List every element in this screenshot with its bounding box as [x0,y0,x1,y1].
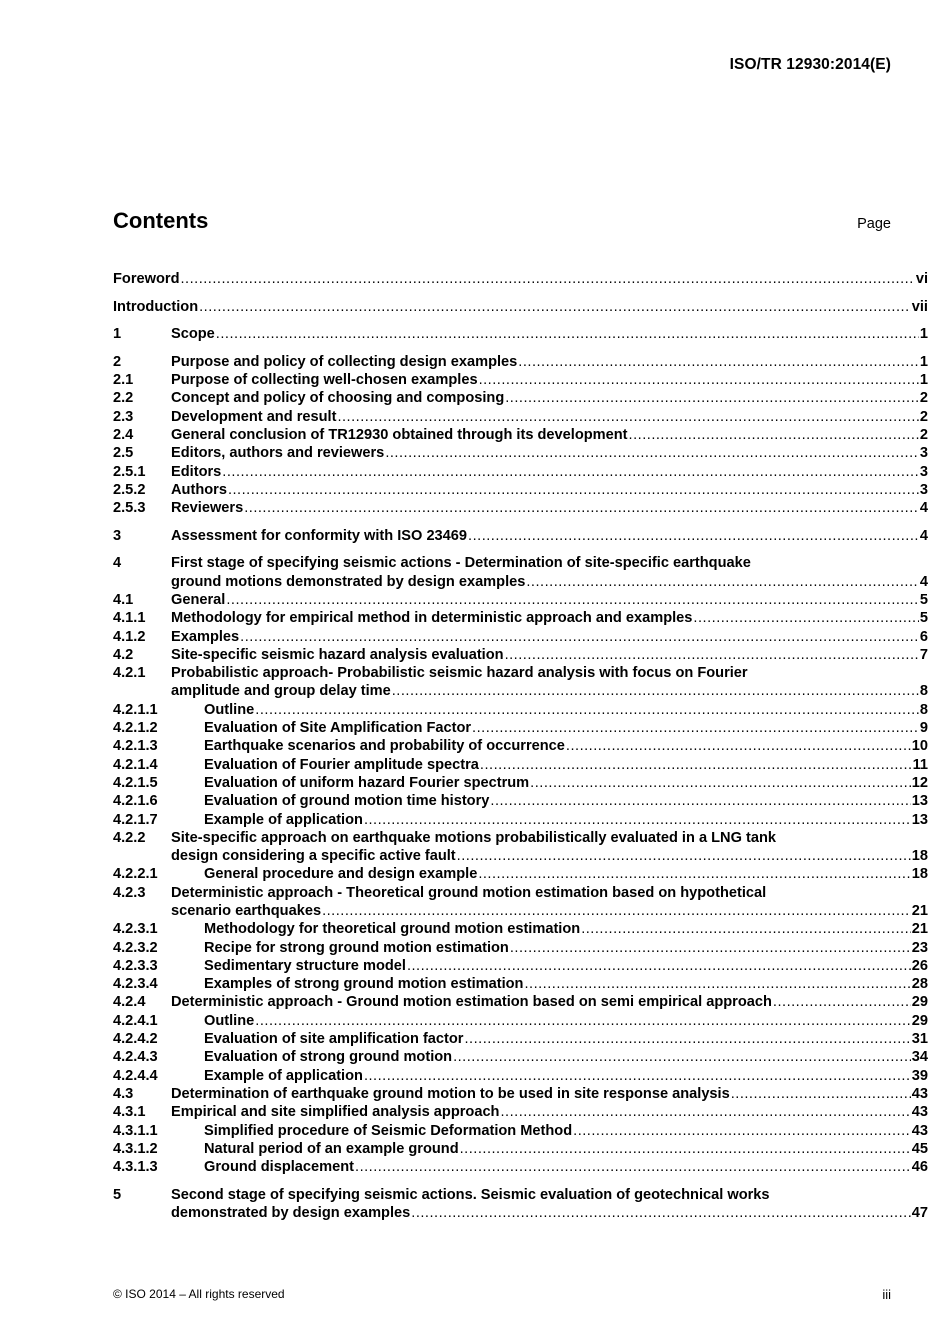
page-number: iii [882,1287,891,1302]
toc-entry-number: 4.2.4 [113,994,146,1011]
toc-entry-number: 2.3 [113,408,134,425]
toc-leader-dots [518,353,919,371]
toc-leader-dots [526,573,919,591]
toc-leader-dots [478,865,910,883]
toc-entry-title: Assessment for conformity with ISO 23469 [171,527,468,544]
toc-entry-page: 8 [919,683,928,700]
toc-entry-page: 28 [911,976,928,993]
toc-entry-number: 4.2.1.3 [113,738,158,755]
toc-entry[interactable] [113,1085,928,1103]
toc-entry-page: vii [911,298,928,315]
toc-leader-dots [573,1122,911,1140]
toc-leader-dots [453,1048,911,1066]
toc-leader-dots [255,701,919,719]
toc-leader-dots [500,1103,910,1121]
toc-entry-number: 4.3 [113,1085,134,1102]
toc-entry-page: 13 [911,793,928,810]
toc-entry-page: 13 [911,811,928,828]
toc-entry-title: Editors [171,463,222,480]
contents-heading: Contents [113,208,209,233]
toc-entry-page: 21 [911,902,928,919]
toc-entry-number: 5 [113,1186,122,1203]
toc-entry-page: 8 [919,701,928,718]
toc-entry-title: First stage of specifying seismic actions - Determination of site-specific earthquake [171,555,751,572]
toc-entry-page: 12 [911,774,928,791]
toc-leader-dots [244,499,919,517]
toc-leader-dots [731,1085,911,1103]
toc-entry-page: 43 [911,1085,928,1102]
toc-entry[interactable] [113,1158,928,1176]
toc-entry-title: Outline [204,701,255,718]
toc-entry[interactable] [113,884,928,921]
toc-entry[interactable] [113,1012,928,1030]
toc-entry[interactable] [113,270,928,288]
toc-entry[interactable] [113,865,928,883]
toc-entry-number: 2 [113,353,122,370]
toc-entry-number: 4.2.1.2 [113,720,158,737]
toc-entry-number: 3 [113,527,122,544]
toc-leader-dots [392,682,919,700]
toc-entry-title: Examples [171,628,240,645]
toc-entry-page: 34 [911,1049,928,1066]
copyright-notice: © ISO 2014 – All rights reserved [113,1287,285,1301]
page-column-label: Page [857,216,891,232]
toc-leader-dots [180,270,914,288]
toc-leader-dots [240,628,919,646]
toc-entry-page: 23 [911,939,928,956]
toc-entry-title: Second stage of specifying seismic actions. Seismic evaluation of geotechnical works [171,1186,770,1203]
toc-entry-page: 9 [919,720,928,737]
toc-entry-page: 2 [919,390,928,407]
toc-entry[interactable] [113,481,928,499]
toc-entry-page: 18 [911,866,928,883]
toc-entry-page: 1 [919,353,928,370]
toc-entry-number: 2.2 [113,390,134,407]
toc-entry-number: 4.2.1 [113,665,146,682]
toc-entry[interactable] [113,298,928,316]
toc-entry-title: Recipe for strong ground motion estimation [204,939,509,956]
toc-entry-page: 31 [911,1031,928,1048]
toc-entry-title: Evaluation of site amplification factor [204,1031,464,1048]
toc-entry-title: Outline [204,1012,255,1029]
toc-entry-number: 2.5.1 [113,463,146,480]
toc-entry-number: 4.1.2 [113,628,146,645]
toc-entry[interactable] [113,1103,928,1121]
toc-entry[interactable] [113,1122,928,1140]
toc-entry-title: Evaluation of strong ground motion [204,1049,453,1066]
toc-entry[interactable] [113,646,928,664]
toc-entry-title: Scope [171,326,215,343]
toc-entry-number: 2.4 [113,426,134,443]
toc-entry-page: 4 [919,527,928,544]
toc-entry-number: 2.5.3 [113,500,146,517]
toc-leader-dots [465,1030,911,1048]
toc-leader-dots [407,957,911,975]
toc-entry-number: 4.3.1.2 [113,1140,158,1157]
toc-leader-dots [411,1204,911,1222]
toc-entry[interactable] [113,1140,928,1158]
toc-entry-number: 4.2.2.1 [113,866,158,883]
toc-entry-number: 4.2.3.3 [113,957,158,974]
toc-entry-number: 4.2.4.3 [113,1049,158,1066]
toc-entry-page: 45 [911,1140,928,1157]
toc-entry-page: 3 [919,481,928,498]
toc-leader-dots [505,389,919,407]
table-of-contents [113,270,928,1222]
toc-entry-title: General conclusion of TR12930 obtained through its development [171,426,628,443]
toc-leader-dots [228,481,919,499]
toc-entry-page: 4 [919,500,928,517]
toc-entry-page: 2 [919,408,928,425]
toc-leader-dots [337,408,918,426]
toc-entry[interactable] [113,701,928,719]
toc-entry[interactable] [113,628,928,646]
toc-entry-title: General [171,591,226,608]
toc-entry-number: 4.2.3.4 [113,976,158,993]
toc-leader-dots [364,811,911,829]
toc-leader-dots [460,1140,911,1158]
toc-entry[interactable] [113,591,928,609]
toc-entry-page: 3 [919,445,928,462]
toc-entry-page: 39 [911,1067,928,1084]
toc-leader-dots [524,975,910,993]
toc-entry-title-continued: demonstrated by design examples [171,1205,411,1222]
toc-entry-page: 43 [911,1122,928,1139]
toc-leader-dots [566,737,911,755]
toc-entry[interactable] [113,719,928,737]
toc-entry-number: 4.3.1.1 [113,1122,158,1139]
toc-entry[interactable] [113,527,928,545]
toc-entry[interactable] [113,993,928,1011]
toc-entry-title: Simplified procedure of Seismic Deformation Method [204,1122,573,1139]
toc-entry-page: 11 [912,756,928,773]
toc-entry-page: 7 [919,646,928,663]
toc-entry[interactable] [113,1030,928,1048]
toc-entry-title: Examples of strong ground motion estimation [204,976,524,993]
toc-entry-number: 4.1.1 [113,610,146,627]
toc-entry[interactable] [113,554,928,591]
toc-entry-number: 4.2 [113,646,134,663]
toc-entry-page: 10 [911,738,928,755]
toc-entry[interactable] [113,408,928,426]
toc-entry-number: 4.2.1.5 [113,774,158,791]
toc-entry-number: 4.2.4.1 [113,1012,158,1029]
toc-entry-page: 46 [911,1159,928,1176]
toc-leader-dots [364,1067,911,1085]
toc-entry[interactable] [113,792,928,810]
toc-entry[interactable] [113,325,928,343]
toc-entry-page: 47 [911,1205,928,1222]
toc-entry-title: Example of application [204,1067,363,1084]
toc-entry-title: Methodology for empirical method in deterministic approach and examples [171,610,693,627]
toc-entry-number: 4.2.1.6 [113,793,158,810]
toc-entry-page: 3 [919,463,928,480]
toc-entry-title-continued: amplitude and group delay time [171,683,391,700]
toc-entry-number: 4.2.1.4 [113,756,158,773]
toc-leader-dots [385,444,919,462]
toc-entry[interactable] [113,920,928,938]
toc-leader-dots [505,646,919,664]
toc-entry-number: 2.5.2 [113,481,146,498]
toc-entry-title: Ground displacement [204,1159,355,1176]
toc-entry-title: Probabilistic approach- Probabilistic seismic hazard analysis with focus on Fourier [171,665,748,682]
toc-entry-title: Determination of earthquake ground motion to be used in site response analysis [171,1085,730,1102]
toc-entry-title: Methodology for theoretical ground motion estimation [204,921,581,938]
toc-entry-title: Evaluation of uniform hazard Fourier spectrum [204,774,530,791]
toc-entry-number: 4.2.4.2 [113,1031,158,1048]
toc-entry[interactable] [113,664,928,701]
toc-entry-title: Evaluation of Site Amplification Factor [204,720,472,737]
toc-entry-title: Foreword [113,271,180,287]
toc-entry-page: 18 [911,848,928,865]
toc-entry-page: 1 [919,372,928,389]
toc-entry-title: Authors [171,481,227,498]
toc-entry-page: 26 [911,957,928,974]
toc-entry[interactable] [113,463,928,481]
toc-entry-page: 4 [919,573,928,590]
toc-leader-dots [629,426,919,444]
toc-entry-number: 1 [113,326,122,343]
toc-leader-dots [693,609,918,627]
toc-entry[interactable] [113,609,928,627]
toc-entry-page: 21 [911,921,928,938]
toc-entry-number: 4.2.3.1 [113,921,158,938]
toc-entry[interactable] [113,957,928,975]
toc-entry-title: Purpose of collecting well-chosen examples [171,372,478,389]
toc-entry-number: 4.2.3 [113,884,146,901]
toc-entry[interactable] [113,811,928,829]
toc-entry-title: Purpose and policy of collecting design examples [171,353,518,370]
toc-entry-title: Introduction [113,298,199,315]
toc-entry-number: 4.2.4.4 [113,1067,158,1084]
toc-leader-dots [468,527,919,545]
toc-entry-title: Site-specific seismic hazard analysis evaluation [171,646,504,663]
toc-entry[interactable] [113,939,928,957]
toc-entry-title-continued: design considering a specific active fault [171,848,456,865]
toc-entry-title: General procedure and design example [204,866,478,883]
toc-entry-title: Editors, authors and reviewers [171,445,385,462]
toc-entry[interactable] [113,975,928,993]
toc-entry-title: Earthquake scenarios and probability of occurrence [204,738,565,755]
toc-entry-title: Empirical and site simplified analysis approach [171,1104,500,1121]
toc-leader-dots [255,1012,910,1030]
toc-entry-title: Site-specific approach on earthquake motions probabilistically evaluated in a LNG tank [171,829,776,846]
toc-entry-title: Deterministic approach - Theoretical ground motion estimation based on hypothetical [171,884,767,901]
toc-entry[interactable] [113,756,928,774]
toc-entry-page: 43 [911,1104,928,1121]
toc-leader-dots [355,1158,911,1176]
toc-entry-number: 2.1 [113,372,134,389]
toc-leader-dots [199,298,911,316]
toc-entry-page: 6 [919,628,928,645]
toc-entry[interactable] [113,426,928,444]
toc-leader-dots [480,756,912,774]
toc-entry[interactable] [113,1186,928,1223]
toc-entry[interactable] [113,389,928,407]
toc-leader-dots [457,847,911,865]
toc-entry[interactable] [113,829,928,866]
toc-entry-title: Deterministic approach - Ground motion estimation based on semi empirical approach [171,994,772,1011]
toc-entry-number: 4.2.1.1 [113,701,158,718]
document-id: ISO/TR 12930:2014(E) [729,56,891,73]
toc-entry-title: Natural period of an example ground [204,1140,459,1157]
toc-entry-number: 4.2.3.2 [113,939,158,956]
toc-entry-number: 4.3.1 [113,1104,146,1121]
toc-entry-title-continued: ground motions demonstrated by design examples [171,573,526,590]
toc-entry-title: Sedimentary structure model [204,957,406,974]
toc-entry-title: Evaluation of Fourier amplitude spectra [204,756,479,773]
toc-entry[interactable] [113,353,928,371]
toc-entry-number: 2.5 [113,445,134,462]
toc-entry-number: 4.2.2 [113,829,146,846]
toc-entry[interactable] [113,499,928,517]
toc-entry-title: Reviewers [171,500,244,517]
toc-entry-number: 4.3.1.3 [113,1159,158,1176]
toc-entry-page: 2 [919,426,928,443]
toc-entry-title-continued: scenario earthquakes [171,902,322,919]
toc-leader-dots [581,920,911,938]
toc-leader-dots [222,463,919,481]
toc-leader-dots [226,591,919,609]
toc-entry-title: Example of application [204,811,363,828]
toc-entry-page: 1 [919,326,928,343]
toc-entry[interactable] [113,774,928,792]
toc-entry-number: 4 [113,555,122,572]
toc-entry-title: Development and result [171,408,337,425]
toc-entry[interactable] [113,737,928,755]
toc-entry-number: 4.2.1.7 [113,811,158,828]
toc-entry-page: 5 [919,610,928,627]
toc-leader-dots [472,719,919,737]
toc-leader-dots [510,939,911,957]
toc-entry-page: 29 [911,1012,928,1029]
toc-entry-title: Evaluation of ground motion time history [204,793,490,810]
toc-leader-dots [773,993,911,1011]
toc-leader-dots [216,325,919,343]
toc-entry-page: vi [915,271,928,287]
toc-entry-title: Concept and policy of choosing and composing [171,390,505,407]
toc-leader-dots [479,371,919,389]
toc-leader-dots [322,902,911,920]
toc-entry[interactable] [113,371,928,389]
toc-entry-page: 29 [911,994,928,1011]
toc-entry[interactable] [113,1067,928,1085]
toc-entry-page: 5 [919,591,928,608]
toc-entry-number: 4.1 [113,591,134,608]
toc-entry[interactable] [113,444,928,462]
toc-leader-dots [490,792,910,810]
toc-leader-dots [530,774,911,792]
toc-entry[interactable] [113,1048,928,1066]
